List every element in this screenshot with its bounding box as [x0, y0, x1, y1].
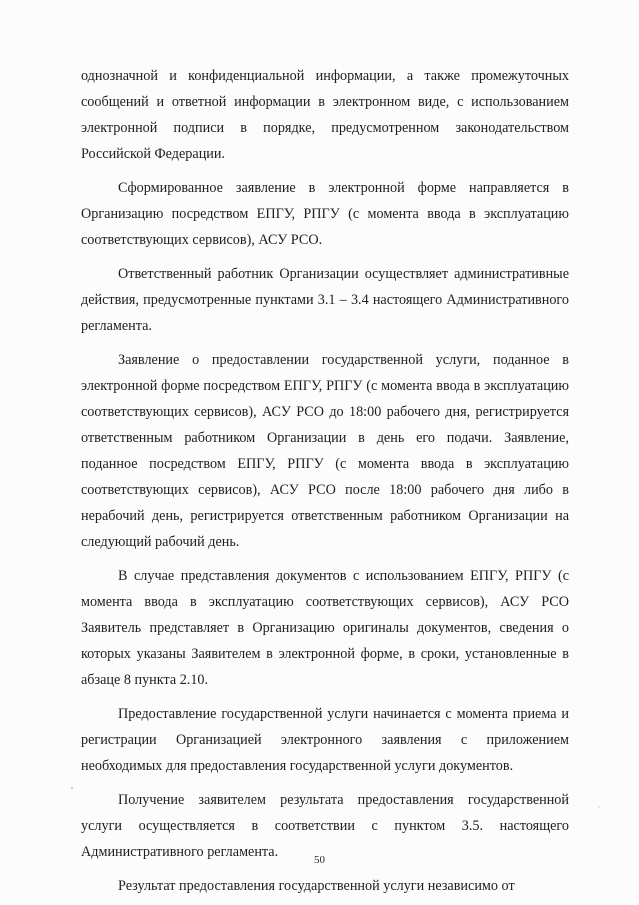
paragraph-4: Заявление о предоставлении государственной услуги, поданное в электронной форме посредством ЕПГУ, РПГУ (с момента ввода в эксплуатацию соответствующих сервисов), АСУ РСО до 18:00 рабочего дня, регистрируется ответственным работником Организации в день его подачи. Заявление, поданное посредством ЕПГУ, РПГУ (с момента ввода в эксплуатацию соответствующих сервисов), АСУ РСО после 18:00 рабочего дня либо в нерабочий день, регистрируется ответственным работником Организации на следующий рабочий день. — [81, 351, 569, 551]
page-number: 50 — [314, 854, 325, 866]
paragraph-7: Получение заявителем результата предоставления государственной услуги осуществляется в соответствии с пунктом 3.5. настоящего Административного регламента. — [81, 792, 569, 861]
paragraph-2: Сформированное заявление в электронной форме направляется в Организацию посредством ЕПГУ, РПГУ (с момента ввода в эксплуатацию соответствующих сервисов), АСУ РСО. — [81, 179, 569, 249]
paragraph-8: Результат предоставления государственной услуги независимо от — [118, 877, 515, 894]
scan-speck — [598, 806, 600, 808]
paragraph-1: однозначной и конфиденциальной информации, а также промежуточных сообщений и ответной информации в электронном виде, с использованием электронной подписи в порядке, предусмотренном законодательством Российской Федерации. — [81, 68, 569, 163]
paragraph-3: Ответственный работник Организации осуществляет административные действия, предусмотренные пунктами 3.1 – 3.4 настоящего Административного регламента. — [81, 265, 569, 335]
paragraph-6: Предоставление государственной услуги начинается с момента приема и регистрации Организацией электронного заявления с приложением необходимых для предоставления государственной услуги документов. — [81, 706, 569, 775]
scan-speck — [71, 787, 73, 789]
document-body — [81, 63, 569, 905]
paragraph-5: В случае представления документов с использованием ЕПГУ, РПГУ (с момента ввода в эксплуатацию соответствующих сервисов), АСУ РСО Заявитель представляет в Организацию оригиналы документов, сведения о которых указаны Заявителем в электронной форме, в сроки, установленные в абзаце 8 пункта 2.10. — [81, 568, 569, 689]
